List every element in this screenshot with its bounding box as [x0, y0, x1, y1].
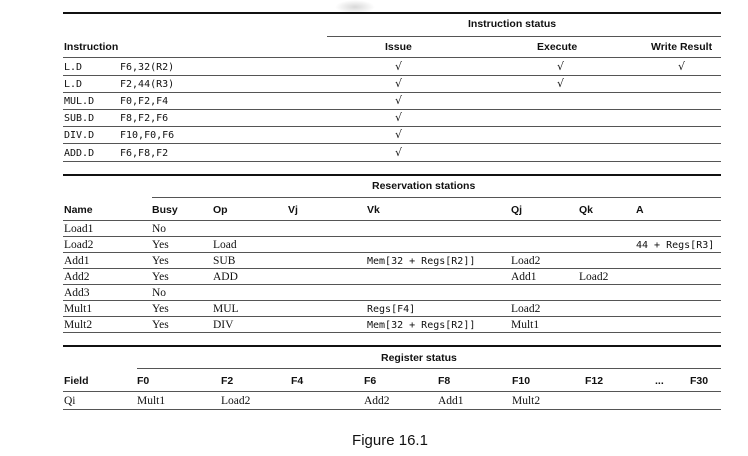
station-busy: Yes — [152, 271, 169, 283]
header-vk: Vk — [367, 204, 380, 216]
issue-check-icon: √ — [395, 94, 403, 107]
instruction-operands: F2,44(R3) — [120, 79, 175, 90]
station-vk: Regs[F4] — [367, 304, 416, 315]
header-rule — [63, 391, 721, 392]
instruction-op: L.D — [64, 62, 83, 73]
station-op: Load — [213, 239, 237, 251]
instruction-operands: F10,F0,F6 — [120, 130, 175, 141]
issue-check-icon: √ — [395, 60, 403, 73]
register-field: F30 — [690, 375, 709, 387]
instruction-status-title: Instruction status — [468, 18, 557, 30]
qi-label: Qi — [64, 395, 76, 407]
register-qi: Mult1 — [137, 395, 166, 407]
group-header-rule — [327, 36, 721, 37]
instruction-op: ADD.D — [64, 148, 95, 159]
header-execute: Execute — [537, 41, 578, 53]
table-bottom-rule — [63, 332, 721, 333]
issue-check-icon: √ — [395, 146, 403, 159]
station-busy: No — [152, 287, 167, 299]
station-op: DIV — [213, 319, 234, 331]
group-header-rule — [152, 197, 721, 198]
figure-caption: Figure 16.1 — [352, 432, 428, 449]
header-busy: Busy — [152, 204, 178, 216]
instruction-op: DIV.D — [64, 130, 95, 141]
register-qi: Add2 — [364, 395, 390, 407]
row-rule — [63, 143, 721, 144]
instruction-operands: F8,F2,F6 — [120, 113, 169, 124]
station-op: SUB — [213, 255, 236, 267]
station-busy: Yes — [152, 255, 169, 267]
register-field: F2 — [221, 375, 234, 387]
station-busy: Yes — [152, 319, 169, 331]
row-rule — [63, 268, 721, 269]
station-qj: Add1 — [511, 271, 537, 283]
issue-check-icon: √ — [395, 111, 403, 124]
header-a: A — [636, 204, 644, 216]
register-field: F6 — [364, 375, 377, 387]
row-rule — [63, 92, 721, 93]
header-vj: Vj — [288, 204, 298, 216]
register-field: F12 — [585, 375, 604, 387]
write-check-icon: √ — [678, 60, 686, 73]
header-name: Name — [64, 204, 93, 216]
register-field: F8 — [438, 375, 451, 387]
header-issue: Issue — [385, 41, 412, 53]
instruction-operands: F0,F2,F4 — [120, 96, 169, 107]
header-rule — [63, 57, 721, 58]
station-qj: Load2 — [511, 303, 541, 315]
instruction-op: MUL.D — [64, 96, 95, 107]
register-field-ellipsis: ... — [655, 375, 664, 387]
register-field: F10 — [512, 375, 531, 387]
table-bottom-rule — [63, 161, 721, 162]
header-rule — [63, 220, 721, 221]
header-op: Op — [213, 204, 228, 216]
station-name: Add1 — [64, 255, 90, 267]
table-top-rule — [63, 12, 721, 14]
instruction-operands: F6,32(R2) — [120, 62, 175, 73]
instruction-op: L.D — [64, 79, 83, 90]
row-rule — [63, 75, 721, 76]
reservation-stations-title: Reservation stations — [372, 180, 476, 192]
station-name: Add2 — [64, 271, 90, 283]
issue-check-icon: √ — [395, 128, 403, 141]
register-status-title: Register status — [381, 352, 457, 364]
station-vk: Mem[32 + Regs[R2]] — [367, 320, 476, 331]
table-top-rule — [63, 174, 721, 176]
station-name: Add3 — [64, 287, 90, 299]
station-op: MUL — [213, 303, 239, 315]
register-field: F0 — [137, 375, 150, 387]
header-instruction: Instruction — [64, 41, 119, 53]
station-op: ADD — [213, 271, 238, 283]
header-qj: Qj — [511, 204, 523, 216]
register-qi: Mult2 — [512, 395, 541, 407]
header-qk: Qk — [579, 204, 594, 216]
execute-check-icon: √ — [557, 77, 565, 90]
station-name: Load2 — [64, 239, 94, 251]
execute-check-icon: √ — [557, 60, 565, 73]
table-top-rule — [63, 345, 721, 347]
instruction-op: SUB.D — [64, 113, 95, 124]
register-field: F4 — [291, 375, 304, 387]
station-busy: Yes — [152, 303, 169, 315]
station-busy: Yes — [152, 239, 169, 251]
table-bottom-rule — [63, 409, 721, 410]
station-busy: No — [152, 223, 167, 235]
station-qj: Load2 — [511, 255, 541, 267]
row-rule — [63, 236, 721, 237]
station-qk: Load2 — [579, 271, 609, 283]
station-qj: Mult1 — [511, 319, 540, 331]
row-rule — [63, 109, 721, 110]
group-header-rule — [137, 368, 721, 369]
station-name: Load1 — [64, 223, 94, 235]
register-qi: Add1 — [438, 395, 464, 407]
station-a: 44 + Regs[R3] — [636, 240, 715, 251]
register-qi: Load2 — [221, 395, 251, 407]
instruction-operands: F6,F8,F2 — [120, 148, 169, 159]
row-rule — [63, 284, 721, 285]
row-rule — [63, 300, 721, 301]
row-rule — [63, 126, 721, 127]
station-vk: Mem[32 + Regs[R2]] — [367, 256, 476, 267]
issue-check-icon: √ — [395, 77, 403, 90]
station-name: Mult1 — [64, 303, 93, 315]
header-write-result: Write Result — [651, 41, 713, 53]
row-rule — [63, 252, 721, 253]
station-name: Mult2 — [64, 319, 93, 331]
row-rule — [63, 316, 721, 317]
field-label: Field — [64, 375, 89, 387]
